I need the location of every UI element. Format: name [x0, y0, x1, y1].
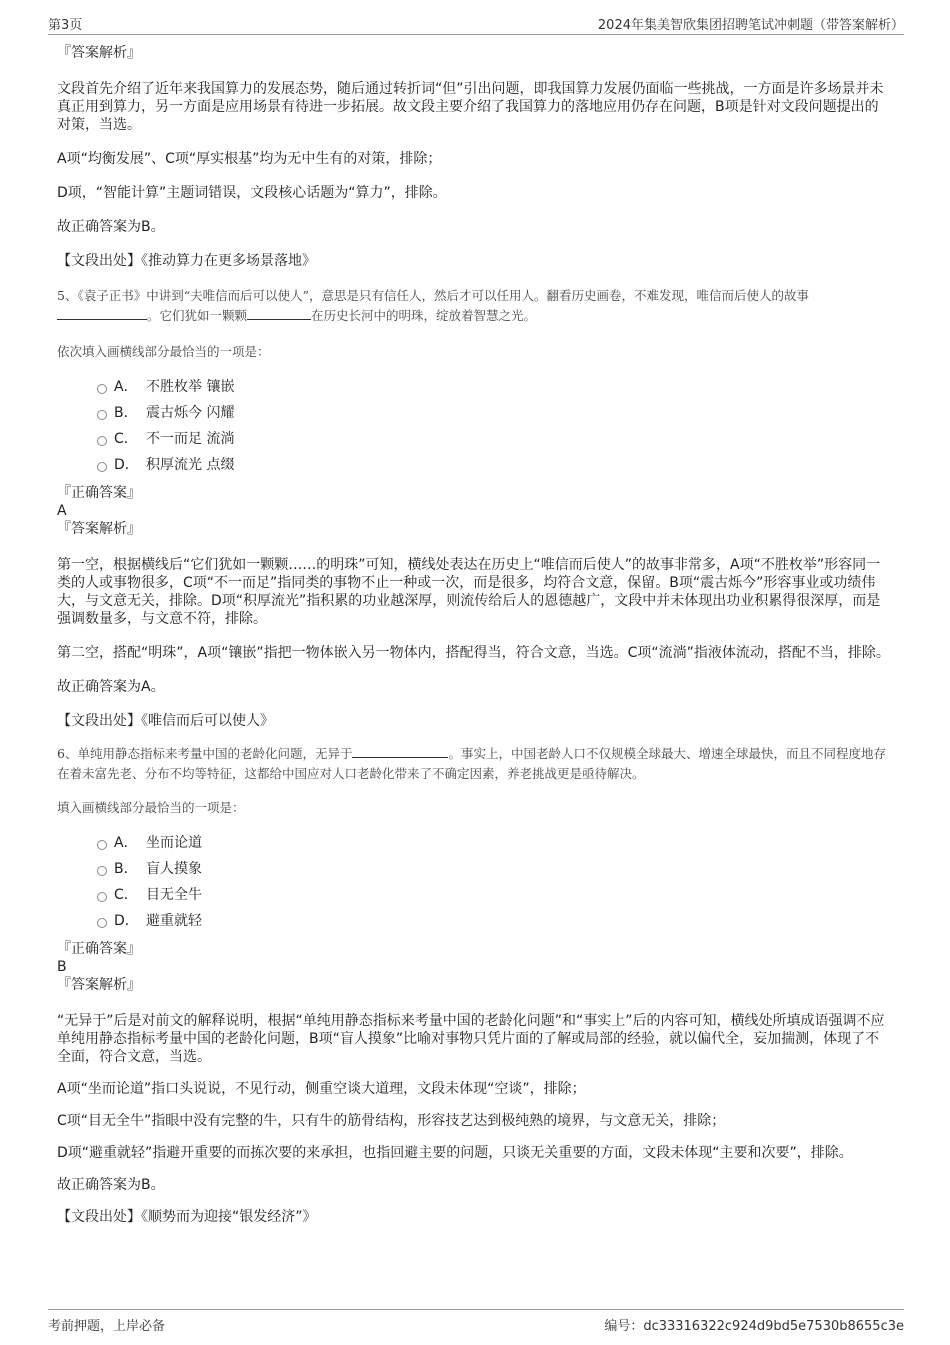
- document-id: 编号：dc33316322c924d9bd5e7530b8655c3e: [604, 1319, 904, 1334]
- q5-source: [57, 712, 892, 730]
- q6-option-b[interactable]: B． 盲人摸象: [57, 856, 892, 882]
- correct-answer-label: 『正确答案』: [57, 485, 141, 501]
- q6-prompt: 填入画横线部分最恰当的一项是：: [57, 800, 245, 815]
- page-header: [48, 14, 904, 35]
- source-title: 《唯信而后可以使人》: [141, 713, 274, 729]
- q5-option-b[interactable]: B． 震古烁今 闪耀: [57, 400, 892, 426]
- radio-icon[interactable]: [97, 866, 107, 876]
- radio-icon[interactable]: [97, 410, 107, 420]
- q6-conclusion: 故正确答案为B。: [57, 1177, 165, 1193]
- q6-option-a[interactable]: A． 坐而论道: [57, 830, 892, 856]
- q6-stem-part: 。事实上，中国老龄人口不仅规模全球最大、增速全球最快，而且不同程度地存在着未富先老、分布不均等特征，这都给中国应对人口老龄化带来了不确定因素，养老挑战更是亟待解决。: [57, 746, 886, 781]
- q5-conclusion: 故正确答案为A。: [57, 679, 165, 695]
- correct-answer-label: 『正确答案』: [57, 941, 141, 957]
- source-label: 【文段出处】: [57, 253, 141, 269]
- analysis-label: 『答案解析』: [57, 521, 141, 537]
- q6-analysis-paragraph: “无异于”后是对前文的解释说明，根据“单纯用静态指标来考量中国的老龄化问题”和“事实上”后的内容可知，横线处所填成语强调不应单纯用静态指标考量中国的老龄化问题，B项“盲人摸象”比喻对事物只凭片面的了解或局部的经验，就以偏代全，妄加揣测，体现了不全面，符合文意，当选。: [57, 1013, 885, 1065]
- q5-option-a[interactable]: A． 不胜枚举 镶嵌: [57, 374, 892, 400]
- q5-stem-part: 在历史长河中的明珠，绽放着智慧之光。: [311, 308, 537, 323]
- q5-prompt: 依次填入画横线部分最恰当的一项是：: [57, 344, 270, 359]
- q5-analysis-paragraph: 第一空，根据横线后“它们犹如一颗颗……的明珠”可知，横线处表达在历史上“唯信而后使人”的故事非常多，A项“不胜枚举”形容同一类的人或事物很多，C项“不一而足”指同类的事物不止一种或一次，而是很多，均符合文意，保留。B项“震古烁今”形容事业或功绩伟大，与文意无关，排除。D项“积厚流光”指积累的功业越深厚，则流传给后人的恩德越广，文段中并未体现出功业积累得很深厚，而是强调数量多，与文意不符，排除。: [57, 557, 881, 627]
- q6-analysis-paragraph: C项“目无全牛”指眼中没有完整的牛，只有牛的筋骨结构，形容技艺达到极纯熟的境界，与文意无关，排除；: [57, 1113, 726, 1129]
- document-title: 2024年集美智欣集团招聘笔试冲刺题（带答案解析）: [597, 18, 904, 33]
- footer-slogan: 考前押题，上岸必备: [48, 1319, 166, 1334]
- radio-icon[interactable]: [97, 840, 107, 850]
- radio-icon[interactable]: [97, 892, 107, 902]
- radio-icon[interactable]: [97, 918, 107, 928]
- fill-blank: [57, 307, 147, 320]
- page-number: 第3页: [48, 18, 83, 33]
- q5-answer: A: [57, 503, 67, 519]
- radio-icon[interactable]: [97, 436, 107, 446]
- radio-icon[interactable]: [97, 462, 107, 472]
- fill-blank: [352, 745, 448, 758]
- q6-analysis-paragraph: D项“避重就轻”指避开重要的而拣次要的来承担，也指回避主要的问题，只谈无关重要的方面，文段未体现“主要和次要”，排除。: [57, 1145, 853, 1161]
- analysis-label: 『答案解析』: [57, 977, 141, 993]
- q6-answer: B: [57, 959, 67, 975]
- q5-option-c[interactable]: C． 不一而足 流淌: [57, 426, 892, 452]
- document-body: [57, 44, 892, 1226]
- q6-stem: [57, 744, 892, 784]
- q4-analysis-paragraph: D项，“智能计算”主题词错误，文段核心话题为“算力”，排除。: [57, 185, 447, 201]
- q6-analysis-paragraph: A项“坐而论道”指口头说说，不见行动，侧重空谈大道理，文段未体现“空谈”，排除；: [57, 1081, 586, 1097]
- q4-analysis-paragraph: A项“均衡发展”、C项“厚实根基”均为无中生有的对策，排除；: [57, 151, 442, 167]
- source-title: 《推动算力在更多场景落地》: [141, 253, 316, 269]
- q6-option-d[interactable]: D． 避重就轻: [57, 908, 892, 934]
- q5-options: [57, 374, 892, 478]
- q4-analysis-paragraph: 文段首先介绍了近年来我国算力的发展态势，随后通过转折词“但”引出问题，即我国算力发展仍面临一些挑战，一方面是许多场景并未真正用到算力，另一方面是应用场景有待进一步拓展。故文段主要介绍了我国算力的落地应用仍存在问题，B项是针对文段问题提出的对策，当选。: [57, 81, 884, 133]
- page-footer: [48, 1309, 904, 1332]
- source-title: 《顺势而为迎接“银发经济”》: [141, 1209, 317, 1225]
- radio-icon[interactable]: [97, 384, 107, 394]
- q4-source: [57, 252, 892, 270]
- source-label: 【文段出处】: [57, 1209, 141, 1225]
- q5-stem-part: 。它们犹如一颗颗: [147, 308, 248, 323]
- q6-stem-part: 6、单纯用静态指标来考量中国的老龄化问题，无异于: [57, 746, 353, 761]
- q5-option-d[interactable]: D． 积厚流光 点缀: [57, 452, 892, 478]
- q6-options: [57, 830, 892, 934]
- q5-analysis-paragraph: 第二空，搭配“明珠”，A项“镶嵌”指把一物体嵌入另一物体内，搭配得当，符合文意，当选。C项“流淌”指液体流动，搭配不当，排除。: [57, 645, 890, 661]
- q6-source: [57, 1208, 892, 1226]
- q6-option-c[interactable]: C． 目无全牛: [57, 882, 892, 908]
- fill-blank: [247, 307, 311, 320]
- q5-stem-part: 5、《袁子正书》中讲到“夫唯信而后可以使人”，意思是只有信任人，然后才可以任用人。翻看历史画卷，不难发现，唯信而后使人的故事: [57, 288, 809, 303]
- q5-stem: [57, 286, 892, 326]
- source-label: 【文段出处】: [57, 713, 141, 729]
- q4-conclusion: 故正确答案为B。: [57, 219, 165, 235]
- analysis-label: 『答案解析』: [57, 45, 141, 61]
